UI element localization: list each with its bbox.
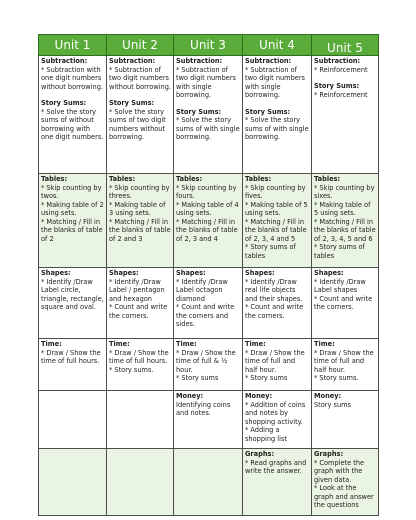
table-cell	[39, 174, 107, 268]
table-row	[39, 268, 379, 339]
table-cell	[312, 339, 379, 391]
topic-line: * Making table of 4 using sets.	[176, 200, 239, 217]
topic-block	[109, 269, 171, 320]
topic-line: * Making table of 5 using sets.	[314, 200, 371, 217]
unit-4-header: Unit 4	[243, 35, 312, 56]
topic-line: * Count and write the corners.	[314, 294, 373, 311]
topic-block	[245, 392, 309, 443]
topic-line: * Reinforcement	[314, 90, 368, 99]
topic-heading: Tables:	[176, 175, 203, 183]
table-cell	[243, 391, 312, 449]
unit-1-header: Unit 1	[39, 35, 107, 56]
table-cell	[243, 174, 312, 268]
topic-heading: Story Sums:	[245, 107, 291, 116]
table-cell	[243, 56, 312, 174]
topic-heading: Shapes:	[109, 269, 139, 277]
table-cell	[39, 449, 107, 516]
topic-block	[41, 94, 104, 142]
topic-block	[41, 269, 104, 312]
table-cell	[107, 268, 174, 339]
topic-block	[314, 450, 376, 510]
topic-heading: Shapes:	[245, 269, 275, 277]
table-row	[39, 449, 379, 516]
topic-line: * Matching / Fill in the blanks of table of 2	[41, 217, 103, 243]
topic-heading: Tables:	[109, 175, 136, 183]
table-cell	[312, 268, 379, 339]
table-cell	[174, 56, 243, 174]
topic-line: * Identify /Draw real life objects and their shapes.	[245, 277, 303, 303]
topic-heading: Story Sums:	[314, 82, 360, 90]
topic-line: * Subtraction with one digit numbers without borrowing.	[41, 65, 103, 91]
topic-block	[314, 175, 376, 260]
topic-block	[314, 392, 376, 409]
topic-line: * Solve the story sums of without borrowing with one digit numbers.	[41, 107, 104, 141]
topic-block	[245, 269, 309, 320]
topic-block	[176, 103, 240, 142]
topic-block	[245, 103, 309, 142]
topic-block	[176, 57, 240, 100]
topic-block	[176, 340, 240, 383]
topic-heading: Shapes:	[314, 269, 344, 277]
topic-line: * Skip counting by twos.	[41, 183, 102, 200]
topic-heading: Shapes:	[41, 269, 71, 277]
topic-line: * Complete the graph with the given data.	[314, 458, 365, 484]
topic-heading: Tables:	[41, 175, 68, 183]
topic-line: * Count and write the corners.	[245, 303, 304, 320]
table-cell	[39, 268, 107, 339]
table-row	[39, 174, 379, 268]
topic-line: * Solve the story sums of with single borrowing.	[245, 116, 309, 141]
topic-block	[314, 57, 376, 74]
topic-heading: Tables:	[245, 175, 272, 183]
topic-line: * Skip counting by threes.	[109, 183, 170, 200]
topic-block	[109, 175, 171, 243]
table-cell	[174, 391, 243, 449]
table-cell	[312, 449, 379, 516]
topic-line: * Matching / Fill in the blanks of table of 2, 3, 4, 5 and 6	[314, 217, 376, 243]
topic-line: * Draw / Show the time of full hours.	[41, 348, 101, 365]
topic-block	[176, 392, 240, 418]
table-cell	[243, 339, 312, 391]
table-cell	[107, 174, 174, 268]
topic-block	[109, 340, 171, 374]
topic-heading: Time:	[176, 340, 197, 348]
topic-line: * Look at the graph and answer the questions	[314, 484, 374, 509]
topic-line: * Read graphs and write the answer.	[245, 458, 307, 475]
topic-line: * Story sums	[176, 374, 219, 382]
topic-line: * Adding a shopping list	[245, 426, 287, 443]
topic-line: * Draw / Show the time of full hours.	[109, 348, 169, 365]
topic-line: * Subtraction of two digit numbers with single borrowing.	[245, 65, 305, 99]
topic-heading: Subtraction:	[41, 57, 88, 65]
table-cell	[39, 56, 107, 174]
topic-line: * Subtraction of two digit numbers without borrowing.	[109, 65, 171, 91]
table-row	[39, 339, 379, 391]
topic-block	[314, 340, 376, 383]
topic-heading: Tables:	[314, 175, 341, 183]
topic-line: * Story sums.	[109, 365, 154, 374]
topic-block	[41, 175, 104, 243]
table-row	[39, 391, 379, 449]
table-body	[39, 56, 379, 516]
topic-line: * Making table of 3 using sets.	[109, 200, 166, 217]
topic-block	[176, 175, 240, 243]
topic-block	[176, 269, 240, 329]
topic-heading: Money:	[245, 392, 273, 400]
table-cell	[312, 174, 379, 268]
table-row	[39, 56, 379, 174]
table-cell	[107, 56, 174, 174]
topic-line: * Matching / Fill in the blanks of table of 2, 3, 4 and 5	[245, 217, 307, 243]
topic-line: Story sums	[314, 400, 351, 409]
topic-line: * Matching / Fill in the blanks of table of 2 and 3	[109, 217, 171, 243]
topic-heading: Money:	[176, 392, 204, 400]
topic-line: * Draw / Show the time of full and half hour.	[245, 348, 305, 374]
topic-line: * Story sums of tables	[245, 243, 296, 260]
topic-line: * Story sums.	[314, 374, 359, 382]
topic-block	[41, 57, 104, 91]
topic-block	[245, 340, 309, 383]
topic-block	[245, 450, 309, 476]
topic-heading: Subtraction:	[245, 57, 292, 65]
topic-line: * Matching / Fill in the blanks of table of 2, 3 and 4	[176, 217, 238, 243]
table-cell	[243, 449, 312, 516]
topic-heading: Time:	[109, 340, 130, 348]
topic-line: * Identify /Draw Label octagon diamond	[176, 277, 228, 303]
unit-5-header: Unit 5	[312, 35, 379, 56]
curriculum-table	[38, 34, 379, 516]
topic-line: * Solve the story sums of with single borrowing.	[176, 116, 240, 141]
table-cell	[107, 339, 174, 391]
topic-heading: Money:	[314, 392, 342, 400]
topic-heading: Subtraction:	[314, 57, 361, 65]
topic-heading: Time:	[245, 340, 266, 348]
topic-line: * Story sums of tables	[314, 243, 365, 260]
topic-line: * Making table of 5 using sets.	[245, 200, 308, 217]
topic-line: * Story sums	[245, 374, 288, 382]
unit-2-header: Unit 2	[107, 35, 174, 56]
topic-heading: Story Sums:	[109, 99, 155, 107]
table-cell	[39, 391, 107, 449]
topic-heading: Shapes:	[176, 269, 206, 277]
topic-block	[314, 269, 376, 312]
table-cell	[107, 449, 174, 516]
topic-block	[109, 94, 171, 142]
topic-block	[41, 340, 104, 366]
header-row	[39, 35, 379, 56]
table-cell	[174, 268, 243, 339]
table-cell	[174, 339, 243, 391]
table-cell	[39, 339, 107, 391]
topic-line: * Identify /Draw Label / pentagon and hexagon	[109, 277, 165, 303]
topic-line: * Addition of coins and notes by shopping activity.	[245, 400, 306, 426]
topic-heading: Graphs:	[314, 450, 344, 458]
topic-block	[109, 57, 171, 91]
topic-heading: Story Sums:	[41, 99, 87, 107]
table-cell	[174, 449, 243, 516]
topic-heading: Graphs:	[245, 450, 275, 458]
table-cell	[243, 268, 312, 339]
topic-line: * Count and write the corners.	[109, 303, 168, 320]
unit-3-header: Unit 3	[174, 35, 243, 56]
topic-block	[245, 175, 309, 260]
topic-heading: Subtraction:	[109, 57, 156, 65]
topic-line: Identifying coins and notes.	[176, 400, 231, 417]
topic-line: * Reinforcement	[314, 65, 368, 74]
topic-block	[314, 77, 376, 99]
topic-line: * Skip counting by fives.	[245, 183, 306, 200]
table-cell	[312, 391, 379, 449]
topic-line: * Skip counting by sixes.	[314, 183, 375, 200]
topic-heading: Time:	[41, 340, 62, 348]
topic-line: * Draw / Show the time of full and half hour.	[314, 348, 374, 374]
table-cell	[312, 56, 379, 174]
topic-heading: Story Sums:	[176, 107, 222, 116]
table-cell	[107, 391, 174, 449]
topic-line: * Identify /Draw Label shapes	[314, 277, 366, 294]
topic-line: * Subtraction of two digit numbers with single borrowing.	[176, 65, 236, 99]
topic-heading: Time:	[314, 340, 335, 348]
topic-line: * Skip counting by fours.	[176, 183, 237, 200]
topic-line: * Draw / Show the time of full & ½ hour.	[176, 348, 236, 374]
topic-line: * Making table of 2 using sets.	[41, 200, 104, 217]
topic-heading: Subtraction:	[176, 57, 223, 65]
topic-block	[245, 57, 309, 100]
topic-line: * Solve the story sums of two digit numbers without borrowing.	[109, 107, 166, 141]
topic-line: * Count and write the corners and sides.	[176, 303, 235, 328]
table-cell	[174, 174, 243, 268]
topic-line: * Identify /Draw Label circle, triangle, rectangle, square and oval.	[41, 277, 104, 311]
